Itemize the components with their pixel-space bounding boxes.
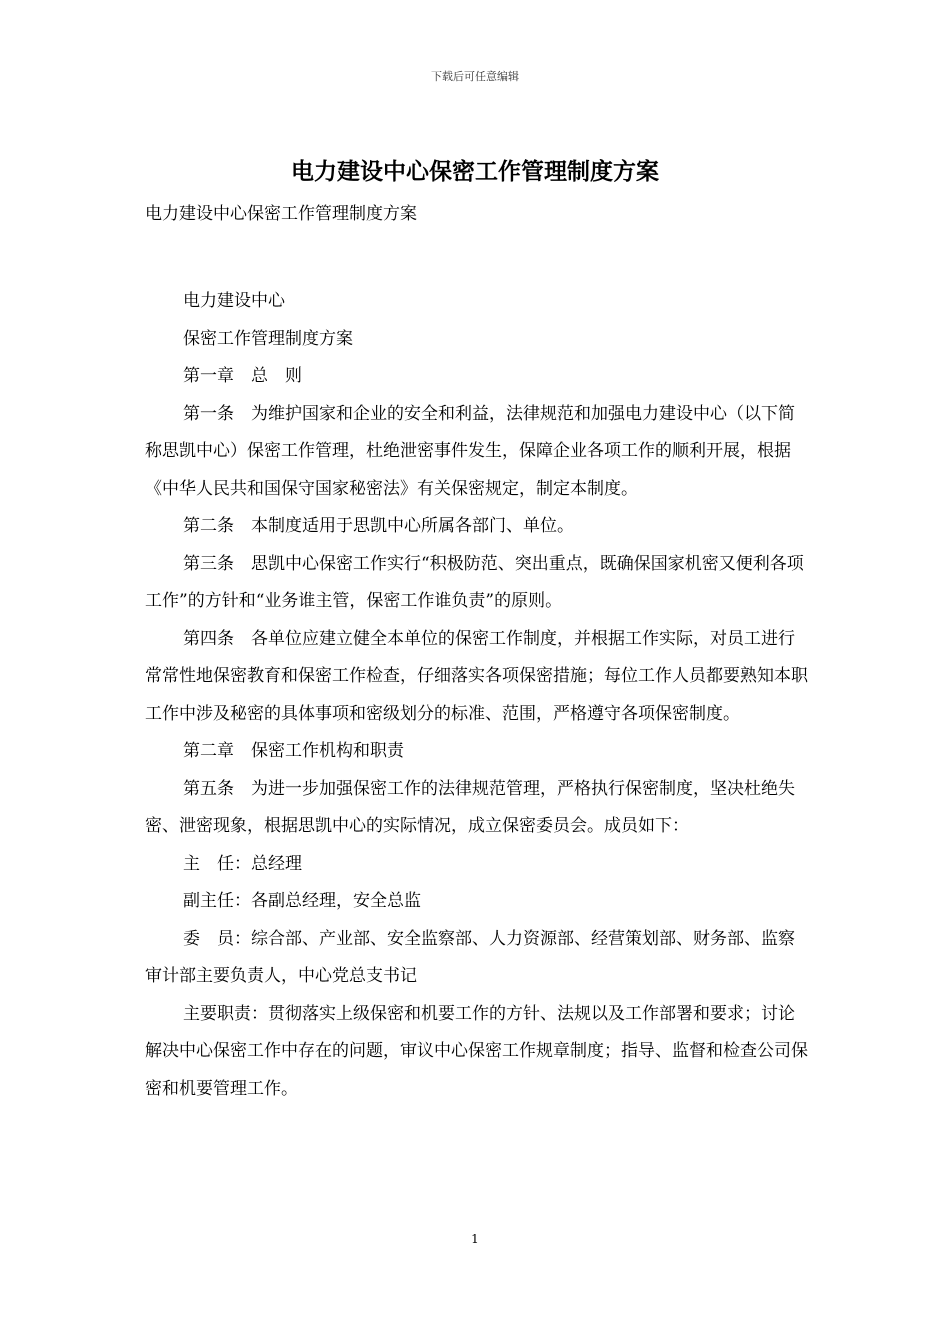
paragraph: 第五条 为进一步加强保密工作的法律规范管理，严格执行保密制度，坚决杜绝失密、泄密现象，根据思凯中心的实际情况，成立保密委员会。成员如下： — [145, 778, 795, 836]
paragraph: 第二条 本制度适用于思凯中心所属各部门、单位。 — [183, 516, 574, 536]
document-subtitle: 电力建设中心保密工作管理制度方案 — [145, 204, 417, 224]
spacer — [145, 229, 810, 283]
document-body — [145, 199, 810, 1108]
paragraph: 主 任：总经理 — [183, 853, 302, 874]
chapter-heading: 第一章 总 则 — [183, 366, 302, 386]
paragraph: 第四条 各单位应建立健全本单位的保密工作制度，并根据工作实际，对员工进行常常性地保密教育和保密工作检查，仔细落实各项保密措施；每位工作人员都要熟知本职工作中涉及秘密的具体事项和密级划分的标准、范围，严格遵守各项保密制度。 — [145, 628, 808, 724]
paragraph: 第一条 为维护国家和企业的安全和利益，法律规范和加强电力建设中心（以下简称思凯中心）保密工作管理，杜绝泄密事件发生，保障企业各项工作的顺利开展，根据《中华人民共和国保守国家秘密法》有关保密规定，制定本制度。 — [145, 403, 795, 499]
paragraph: 保密工作管理制度方案 — [183, 328, 353, 349]
paragraph: 电力建设中心 — [183, 291, 285, 311]
chapter-heading: 第二章 保密工作机构和职责 — [183, 741, 404, 761]
header-note: 下载后可任意编辑 — [431, 70, 519, 83]
paragraph: 第三条 思凯中心保密工作实行“积极防范、突出重点，既确保国家机密又便利各项工作”的方针和“业务谁主管，保密工作谁负责”的原则。 — [145, 553, 804, 611]
paragraph: 副主任：各副总经理，安全总监 — [183, 891, 421, 911]
paragraph: 主要职责：贯彻落实上级保密和机要工作的方针、法规以及工作部署和要求；讨论解决中心保密工作中存在的问题，审议中心保密工作规章制度；指导、监督和检查公司保密和机要管理工作。 — [145, 1003, 808, 1099]
paragraph: 委 员：综合部、产业部、安全监察部、人力资源部、经营策划部、财务部、监察审计部主要负责人，中心党总支书记 — [145, 928, 795, 986]
document-title: 电力建设中心保密工作管理制度方案 — [291, 159, 659, 185]
page-number: 1 — [471, 1232, 479, 1246]
